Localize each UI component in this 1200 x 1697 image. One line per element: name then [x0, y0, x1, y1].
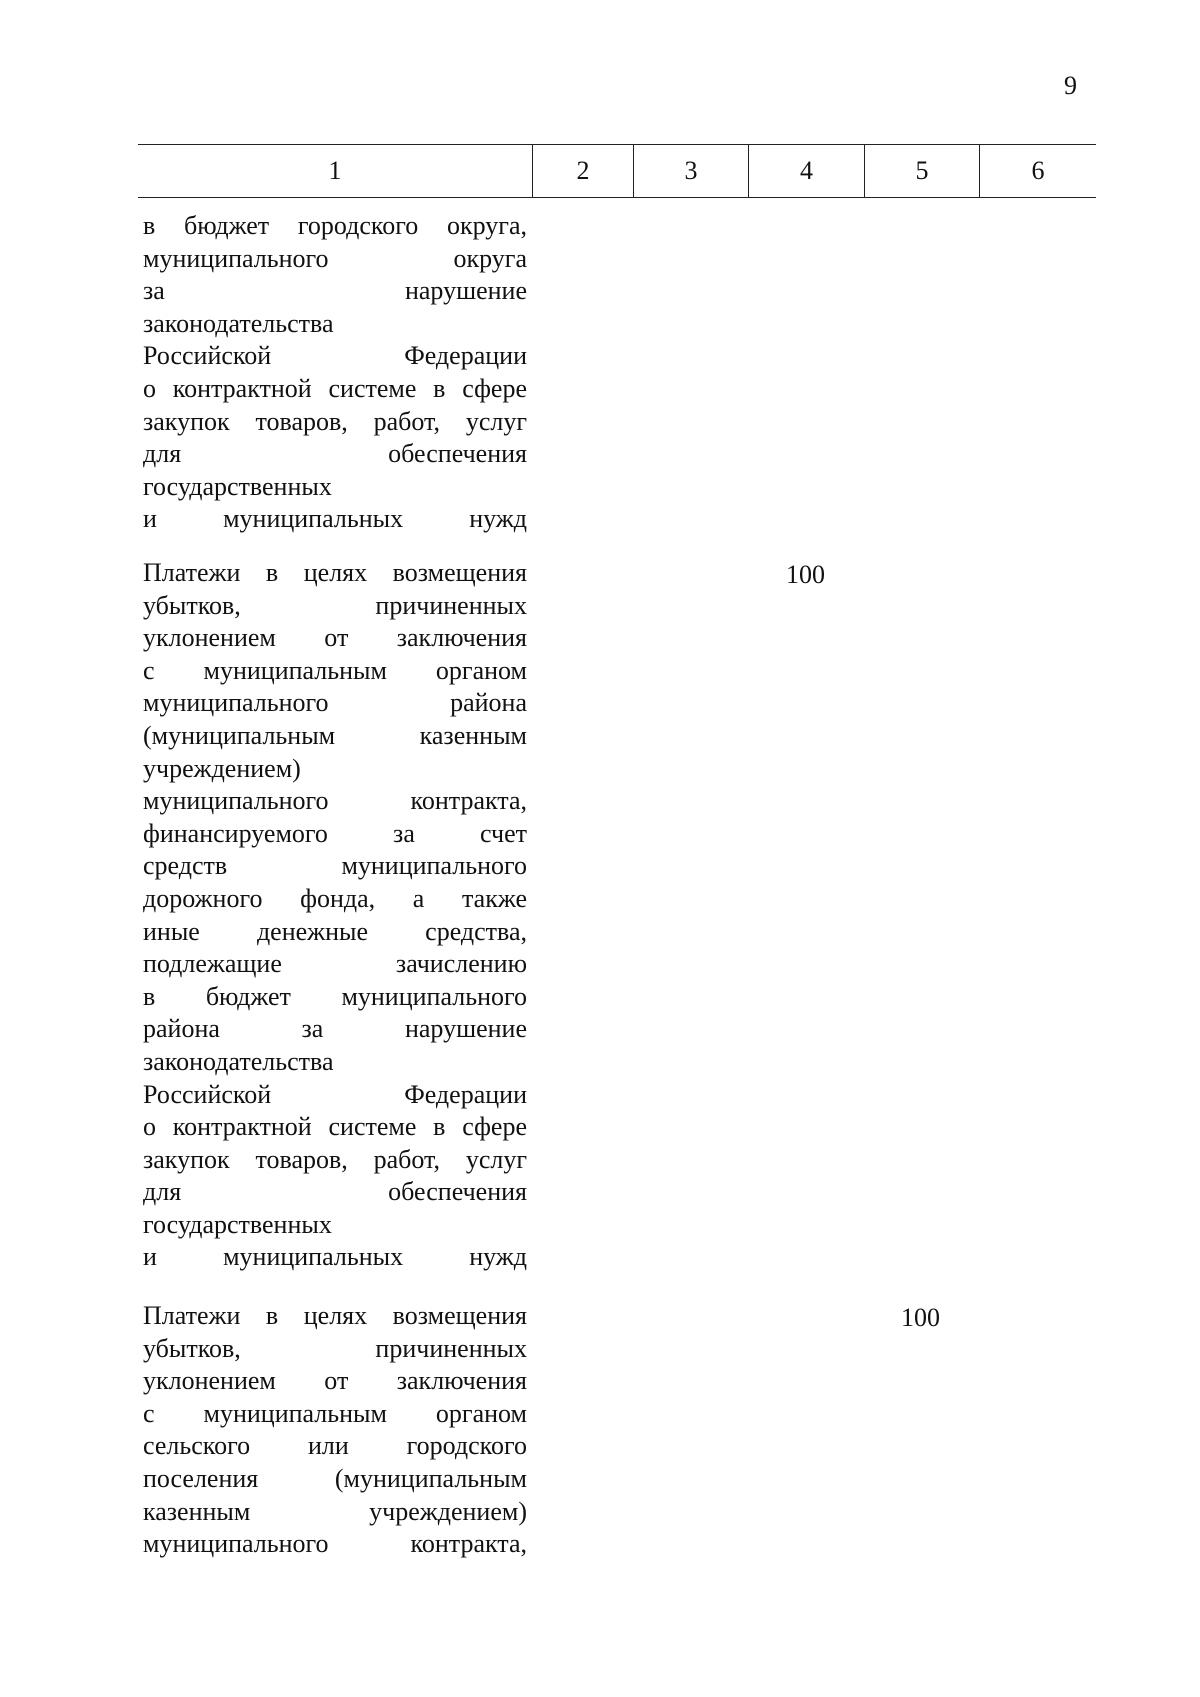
description-line: сельского или городского: [143, 1431, 527, 1461]
table-row-2-description: [143, 557, 527, 1274]
description-line: средств муниципального: [143, 851, 527, 881]
description-line: казенным учреждением): [143, 1496, 527, 1526]
description-line: Платежи в целях возмещения: [143, 1301, 527, 1330]
description-line: дорожного фонда, а также: [143, 883, 527, 913]
description-line: с муниципальным органом: [143, 1398, 527, 1428]
description-line: финансируемого за счет: [143, 818, 527, 848]
description-line: района за нарушение: [143, 1014, 527, 1044]
column-header-2: 2: [533, 145, 634, 197]
description-line: иные денежные средства,: [143, 916, 527, 946]
description-line: подлежащие зачислению: [143, 949, 527, 979]
description-line: убытков, причиненных: [143, 1333, 527, 1363]
table-row-3-col-5-value: 100: [901, 1303, 940, 1332]
description-line: муниципального контракта,: [143, 1529, 527, 1559]
table-header: [138, 144, 1096, 198]
description-line: в бюджет муниципального: [143, 981, 527, 1011]
description-line: Платежи в целях возмещения: [143, 558, 527, 587]
column-header-1: 1: [138, 145, 533, 197]
description-line: убытков, причиненных: [143, 590, 527, 620]
description-line: государственных: [143, 471, 332, 501]
description-line: с муниципальным органом: [143, 655, 527, 685]
table-row-1-description: [143, 210, 527, 536]
column-header-6: 6: [1031, 156, 1045, 185]
description-line: уклонением от заключения: [143, 1366, 527, 1396]
description-line: в бюджет городского округа,: [143, 211, 527, 240]
description-line: о контрактной системе в сфере: [143, 1112, 527, 1142]
description-line: законодательства: [143, 1046, 334, 1076]
description-line: законодательства: [143, 308, 334, 338]
page-number: 9: [1064, 71, 1077, 100]
description-line: (муниципальным казенным: [143, 720, 527, 750]
description-line: поселения (муниципальным: [143, 1463, 527, 1493]
description-line: Российской Федерации: [143, 341, 527, 371]
description-line: для обеспечения: [143, 439, 527, 469]
description-line: закупок товаров, работ, услуг: [143, 406, 527, 436]
description-line: учреждением): [143, 753, 301, 783]
description-line: муниципального района: [143, 688, 527, 718]
description-line: и муниципальных нужд: [143, 504, 527, 534]
description-line: уклонением от заключения: [143, 623, 527, 653]
description-line: Российской Федерации: [143, 1079, 527, 1109]
column-header-5: 5: [865, 145, 980, 197]
description-line: для обеспечения: [143, 1177, 527, 1207]
column-header-3: 3: [634, 145, 749, 197]
table-row-2-col-4-value: 100: [786, 560, 825, 589]
description-line: государственных: [143, 1209, 332, 1239]
description-line: за нарушение: [143, 276, 527, 306]
description-line: и муниципальных нужд: [143, 1242, 527, 1272]
description-line: муниципального контракта,: [143, 786, 527, 816]
table-row-3-description: [143, 1300, 527, 1561]
description-line: о контрактной системе в сфере: [143, 373, 527, 403]
description-line: муниципального округа: [143, 243, 527, 273]
column-header-4: 4: [749, 145, 865, 197]
description-line: закупок товаров, работ, услуг: [143, 1144, 527, 1174]
